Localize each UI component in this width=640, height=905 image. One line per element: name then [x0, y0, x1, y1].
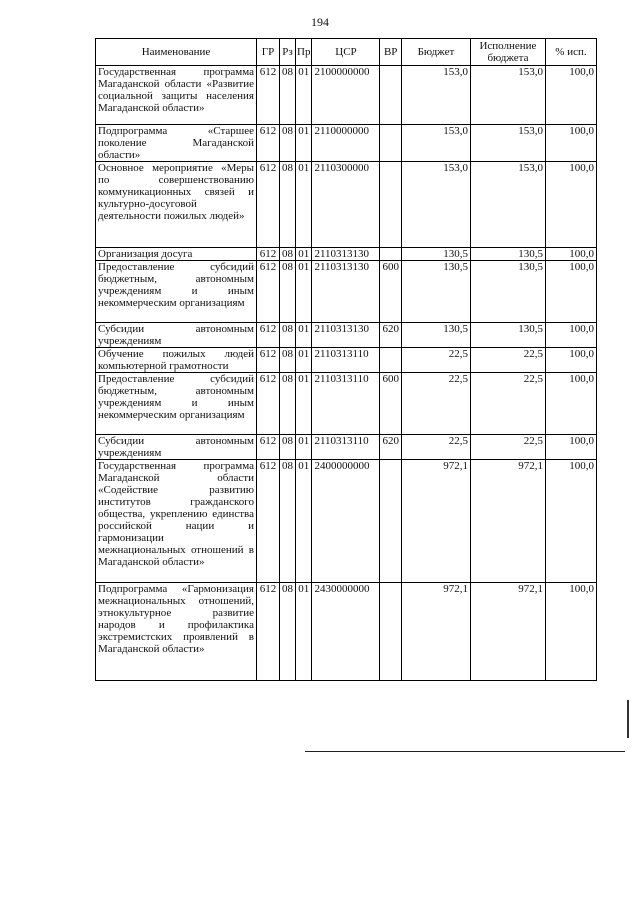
row-rz: 08 — [280, 248, 296, 261]
row-vr — [380, 460, 402, 583]
row-budget: 22,5 — [401, 435, 470, 460]
header-csr: ЦСР — [312, 39, 380, 66]
row-percent: 100,0 — [545, 348, 596, 373]
budget-execution-table — [95, 38, 597, 681]
row-budget: 130,5 — [401, 248, 470, 261]
row-gr: 612 — [257, 435, 280, 460]
row-rz: 08 — [280, 460, 296, 583]
row-percent: 100,0 — [545, 162, 596, 248]
row-pr: 01 — [296, 348, 312, 373]
row-rz: 08 — [280, 373, 296, 435]
row-gr: 612 — [257, 323, 280, 348]
row-csr: 2110300000 — [312, 162, 380, 248]
row-name: Основное мероприятие «Меры по совершенствованию коммуникационных связей и культурно-досуговой деятельности пожилых людей» — [96, 162, 257, 248]
row-percent: 100,0 — [545, 583, 596, 681]
row-vr: 620 — [380, 435, 402, 460]
table-row — [96, 373, 597, 435]
row-gr: 612 — [257, 125, 280, 162]
row-csr: 2110313110 — [312, 373, 380, 435]
row-csr: 2110313130 — [312, 261, 380, 323]
row-execution: 130,5 — [470, 261, 545, 323]
row-rz: 08 — [280, 66, 296, 125]
row-budget: 972,1 — [401, 583, 470, 681]
row-percent: 100,0 — [545, 435, 596, 460]
bottom-divider-line — [305, 751, 625, 752]
row-csr: 2110313130 — [312, 323, 380, 348]
row-rz: 08 — [280, 583, 296, 681]
header-gr: ГР — [257, 39, 280, 66]
row-vr — [380, 248, 402, 261]
margin-scan-mark — [627, 700, 629, 738]
row-rz: 08 — [280, 162, 296, 248]
row-budget: 22,5 — [401, 373, 470, 435]
row-name: Подпрограмма «Гармонизация межнациональных отношений, этнокультурное развитие народов и профилактика экстремистских проявлений в Магаданской области» — [96, 583, 257, 681]
row-vr — [380, 66, 402, 125]
row-pr: 01 — [296, 583, 312, 681]
header-name: Наименование — [96, 39, 257, 66]
row-pr: 01 — [296, 373, 312, 435]
row-csr: 2400000000 — [312, 460, 380, 583]
row-budget: 153,0 — [401, 66, 470, 125]
row-csr: 2430000000 — [312, 583, 380, 681]
row-csr: 2110000000 — [312, 125, 380, 162]
row-vr: 600 — [380, 261, 402, 323]
row-execution: 22,5 — [470, 373, 545, 435]
table-row — [96, 162, 597, 248]
row-execution: 153,0 — [470, 66, 545, 125]
row-vr: 600 — [380, 373, 402, 435]
row-execution: 153,0 — [470, 162, 545, 248]
row-pr: 01 — [296, 435, 312, 460]
header-pr: Пр — [296, 39, 312, 66]
row-csr: 2110313110 — [312, 348, 380, 373]
table-row — [96, 248, 597, 261]
row-gr: 612 — [257, 460, 280, 583]
row-gr: 612 — [257, 261, 280, 323]
row-budget: 130,5 — [401, 323, 470, 348]
row-percent: 100,0 — [545, 125, 596, 162]
row-percent: 100,0 — [545, 261, 596, 323]
row-csr: 2100000000 — [312, 66, 380, 125]
row-pr: 01 — [296, 125, 312, 162]
table-row — [96, 435, 597, 460]
row-pr: 01 — [296, 66, 312, 125]
row-execution: 130,5 — [470, 323, 545, 348]
row-execution: 22,5 — [470, 348, 545, 373]
row-name: Подпрограмма «Старшее поколение Магаданской области» — [96, 125, 257, 162]
row-rz: 08 — [280, 323, 296, 348]
table-row — [96, 261, 597, 323]
row-rz: 08 — [280, 261, 296, 323]
row-percent: 100,0 — [545, 373, 596, 435]
header-vr: ВР — [380, 39, 402, 66]
table-row — [96, 583, 597, 681]
page-number: 194 — [311, 15, 329, 29]
row-vr — [380, 348, 402, 373]
table-row — [96, 323, 597, 348]
row-budget: 972,1 — [401, 460, 470, 583]
row-budget: 130,5 — [401, 261, 470, 323]
table-row — [96, 66, 597, 125]
row-vr — [380, 583, 402, 681]
header-rz: Рз — [280, 39, 296, 66]
row-name: Субсидии автономным учреждениям — [96, 435, 257, 460]
row-gr: 612 — [257, 583, 280, 681]
row-vr — [380, 162, 402, 248]
row-gr: 612 — [257, 373, 280, 435]
row-gr: 612 — [257, 66, 280, 125]
row-rz: 08 — [280, 125, 296, 162]
row-rz: 08 — [280, 348, 296, 373]
row-pr: 01 — [296, 162, 312, 248]
row-gr: 612 — [257, 248, 280, 261]
row-percent: 100,0 — [545, 248, 596, 261]
row-pr: 01 — [296, 248, 312, 261]
row-percent: 100,0 — [545, 323, 596, 348]
row-name: Субсидии автономным учреждениям — [96, 323, 257, 348]
row-percent: 100,0 — [545, 66, 596, 125]
row-execution: 153,0 — [470, 125, 545, 162]
header-execution: Исполнение бюджета — [470, 39, 545, 66]
row-pr: 01 — [296, 460, 312, 583]
header-percent: % исп. — [545, 39, 596, 66]
row-csr: 2110313130 — [312, 248, 380, 261]
row-rz: 08 — [280, 435, 296, 460]
row-name: Государственная программа Магаданской области «Развитие социальной защиты населения Магаданской области» — [96, 66, 257, 125]
row-pr: 01 — [296, 261, 312, 323]
row-budget: 153,0 — [401, 125, 470, 162]
row-name: Государственная программа Магаданской области «Содействие развитию институтов гражданского общества, укреплению единства российской нации и гармонизации межнациональных отношений в Магаданской области» — [96, 460, 257, 583]
row-name: Обучение пожилых людей компьютерной грамотности — [96, 348, 257, 373]
row-execution: 972,1 — [470, 460, 545, 583]
row-gr: 612 — [257, 348, 280, 373]
table-row — [96, 125, 597, 162]
row-name: Предоставление субсидий бюджетным, автономным учреждениям и иным некоммерческим организациям — [96, 261, 257, 323]
row-name: Предоставление субсидий бюджетным, автономным учреждениям и иным некоммерческим организациям — [96, 373, 257, 435]
row-budget: 22,5 — [401, 348, 470, 373]
row-execution: 972,1 — [470, 583, 545, 681]
header-budget: Бюджет — [401, 39, 470, 66]
row-vr: 620 — [380, 323, 402, 348]
row-gr: 612 — [257, 162, 280, 248]
table-header-row — [96, 39, 597, 66]
row-name: Организация досуга — [96, 248, 257, 261]
table-row — [96, 460, 597, 583]
table-row — [96, 348, 597, 373]
row-execution: 22,5 — [470, 435, 545, 460]
row-percent: 100,0 — [545, 460, 596, 583]
row-pr: 01 — [296, 323, 312, 348]
row-csr: 2110313110 — [312, 435, 380, 460]
row-budget: 153,0 — [401, 162, 470, 248]
row-vr — [380, 125, 402, 162]
row-execution: 130,5 — [470, 248, 545, 261]
